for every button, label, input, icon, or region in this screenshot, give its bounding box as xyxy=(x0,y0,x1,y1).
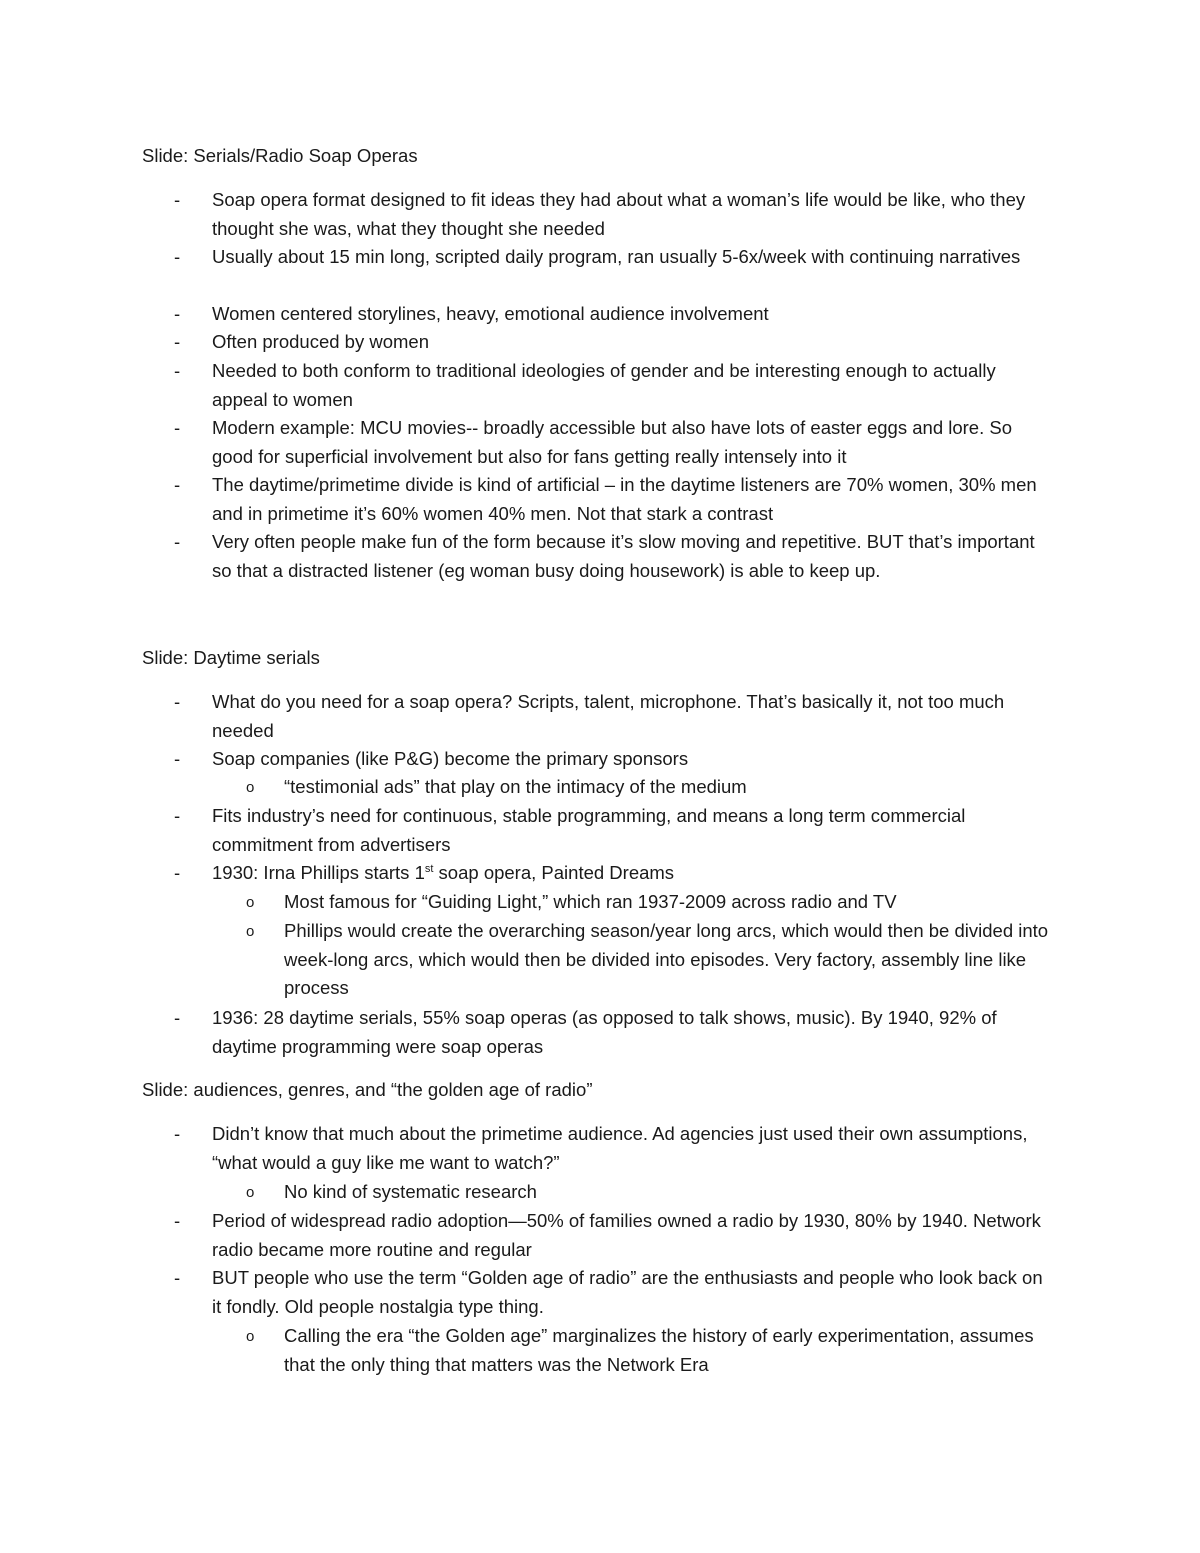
list-item-text: Fits industry’s need for continuous, stable programming, and means a long term commercial commitment from advertisers xyxy=(212,805,966,855)
list-item-text-start: 1930: Irna Phillips starts 1 xyxy=(212,862,425,883)
ordinal-superscript: st xyxy=(424,863,434,875)
dash-bullet: - xyxy=(174,805,181,826)
list-item-text: Calling the era “the Golden age” marginalizes the history of early experimentation, assumes that the only thing that matters was the Network Era xyxy=(284,1325,1034,1375)
circle-bullet: o xyxy=(246,1184,255,1201)
dash-bullet: - xyxy=(174,474,181,495)
list-item-text: Period of widespread radio adoption—50% of families owned a radio by 1930, 80% by 1940. Network radio became more routine and regular xyxy=(212,1210,1041,1260)
dash-bullet: - xyxy=(174,246,181,267)
circle-bullet: o xyxy=(246,894,255,911)
dash-bullet: - xyxy=(174,862,181,883)
dash-bullet: - xyxy=(174,189,181,210)
section-heading-audiences: Slide: audiences, genres, and “the golden age of radio” xyxy=(142,1079,593,1100)
dash-bullet: - xyxy=(174,691,181,712)
list-item-text: What do you need for a soap opera? Scripts, talent, microphone. That’s basically it, not too much needed xyxy=(212,691,1005,741)
dash-bullet: - xyxy=(174,360,181,381)
circle-bullet: o xyxy=(246,1328,255,1345)
list-item-text: “testimonial ads” that play on the intimacy of the medium xyxy=(284,776,747,797)
dash-bullet: - xyxy=(174,303,181,324)
list-item-text: Soap companies (like P&G) become the primary sponsors xyxy=(212,748,689,769)
list-item-text: Didn’t know that much about the primetime audience. Ad agencies just used their own assumptions, “what would a guy like me want to watch?” xyxy=(212,1123,1028,1173)
list-item-text: No kind of systematic research xyxy=(284,1181,537,1202)
list-item-text: Soap opera format designed to fit ideas they had about what a woman’s life would be like, who they thought she was, what they thought she needed xyxy=(212,189,1026,239)
dash-bullet: - xyxy=(174,531,181,552)
list-item-text-end: soap opera, Painted Dreams xyxy=(433,862,675,883)
section-heading-daytime-serials: Slide: Daytime serials xyxy=(142,647,320,668)
list-item-text: Usually about 15 min long, scripted daily program, ran usually 5-6x/week with continuing narratives xyxy=(212,246,1021,267)
list-item-text: The daytime/primetime divide is kind of artificial – in the daytime listeners are 70% women, 30% men and in primetime it’s 60% women 40% men. Not that stark a contrast xyxy=(212,474,1037,524)
list-item-text: Often produced by women xyxy=(212,331,429,352)
list-item-text: Most famous for “Guiding Light,” which ran 1937-2009 across radio and TV xyxy=(284,891,897,912)
list-item-text: Phillips would create the overarching season/year long arcs, which would then be divided into week-long arcs, which would then be divided into episodes. Very factory, assembly line like process xyxy=(284,920,1049,999)
circle-bullet: o xyxy=(246,923,255,940)
list-item-text: Needed to both conform to traditional ideologies of gender and be interesting enough to actually appeal to women xyxy=(212,360,996,410)
list-item-text: Women centered storylines, heavy, emotional audience involvement xyxy=(212,303,769,324)
dash-bullet: - xyxy=(174,1267,181,1288)
dash-bullet: - xyxy=(174,417,181,438)
dash-bullet: - xyxy=(174,1007,181,1028)
circle-bullet: o xyxy=(246,779,255,796)
section-heading-serials: Slide: Serials/Radio Soap Operas xyxy=(142,145,418,166)
dash-bullet: - xyxy=(174,1123,181,1144)
dash-bullet: - xyxy=(174,748,181,769)
list-item-text xyxy=(212,859,1054,888)
list-item-text: BUT people who use the term “Golden age of radio” are the enthusiasts and people who look back on it fondly. Old people nostalgia type thing. xyxy=(212,1267,1043,1317)
list-item-text: Modern example: MCU movies-- broadly accessible but also have lots of easter eggs and lore. So good for superficial involvement but also for fans getting really intensely into it xyxy=(212,417,1012,467)
dash-bullet: - xyxy=(174,1210,181,1231)
list-item-text: Very often people make fun of the form because it’s slow moving and repetitive. BUT that’s important so that a distracted listener (eg woman busy doing housework) is able to keep up. xyxy=(212,531,1035,581)
dash-bullet: - xyxy=(174,331,181,352)
list-item-text: 1936: 28 daytime serials, 55% soap operas (as opposed to talk shows, music). By 1940, 92% of daytime programming were soap operas xyxy=(212,1007,997,1057)
